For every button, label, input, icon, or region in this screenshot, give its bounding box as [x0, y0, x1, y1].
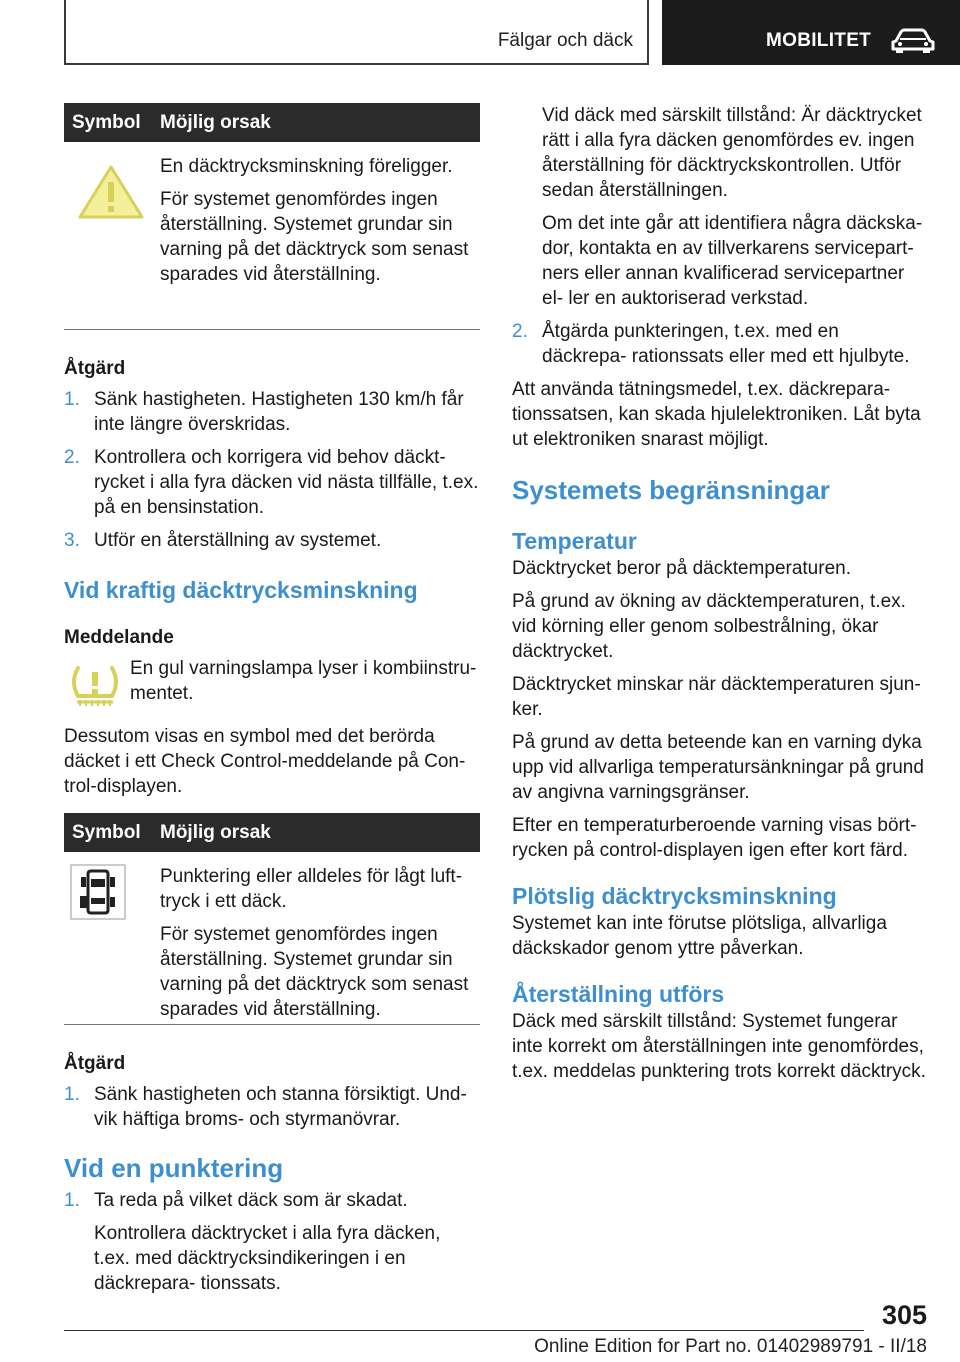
list-item-continued — [512, 103, 928, 311]
body-paragraph: Däcktrycket beror på däcktemperaturen. — [512, 558, 851, 579]
list-text: Ta reda på vilket däck som är skadat. — [94, 1190, 408, 1211]
footer-divider — [64, 1330, 864, 1331]
list-text: Sänk hastigheten och stanna försiktigt. Und‐ vik häftiga broms- och styrmanövrar. — [94, 1084, 467, 1130]
action-section-2 — [64, 1051, 480, 1132]
list-number: 3. — [64, 530, 80, 551]
subsection-heading: Återställning utförs — [512, 981, 725, 1007]
list-text: Sänk hastigheten. Hastigheten 130 km/h får inte längre överskridas. — [94, 389, 464, 435]
cause-line-2: För systemet genomfördes ingen återställning. Systemet grundar sin varning på det däcktryck som senast sparades vid återställning. — [160, 924, 469, 1020]
column-header-cause: Möjlig orsak — [160, 822, 271, 843]
list-continuation: Kontrollera däcktrycket i alla fyra däcken, t.ex. med däcktrycksindikeringen i en däckrepara‐ tionssats. — [94, 1223, 441, 1294]
body-paragraph: Dessutom visas en symbol med det berörda däcket i ett Check Control-meddelande på Con‐ trol-displayen. — [64, 726, 466, 797]
list-number: 2. — [64, 447, 80, 468]
list-number: 1. — [64, 1084, 80, 1105]
car-icon — [890, 28, 936, 54]
body-paragraph: Systemet kan inte förutse plötsliga, allvarliga däckskador genom yttre påverkan. — [512, 913, 887, 959]
chapter-title: Fälgar och däck — [497, 30, 633, 51]
cause-table-2 — [64, 813, 480, 1025]
action-section-1 — [64, 356, 480, 553]
list-number: 2. — [512, 321, 528, 342]
body-paragraph: På grund av ökning av däcktemperaturen, t.ex. vid körning eller genom solbestrålning, ökar däcktrycket. — [512, 591, 906, 662]
cause-line-2: För systemet genomfördes ingen återställning. Systemet grundar sin varning på det däcktryck som senast sparades vid återställning. — [160, 189, 469, 285]
list-item — [64, 445, 480, 520]
message-heading: Meddelande — [64, 627, 174, 648]
column-header-cause: Möjlig orsak — [160, 112, 271, 133]
body-paragraph: Att använda tätningsmedel, t.ex. däckrepara‐ tionssatsen, kan skada hjulelektroniken. Låt byta ut elektroniken snarast möjligt. — [512, 379, 921, 450]
list-continuation: Om det inte går att identifiera några däckska‐ dor, kontakta en av tillverkarens servicepart‐ ners eller annan kvalificerad servicepartner el‐ ler en auktoriserad verkstad. — [542, 213, 923, 309]
section-heading: Vid kraftig däcktrycksminskning — [64, 577, 418, 603]
puncture-list — [64, 1188, 480, 1296]
column-header-symbol: Symbol — [72, 112, 141, 133]
table-header — [64, 813, 480, 852]
subsection-heading: Temperatur — [512, 528, 637, 554]
list-item — [64, 528, 480, 553]
body-paragraph: Däcktrycket minskar när däcktemperaturen sjun‐ ker. — [512, 674, 921, 720]
tire-pressure-warning-icon — [68, 664, 122, 708]
cause-table-1 — [64, 103, 480, 330]
flat-tire-car-icon — [70, 864, 126, 920]
action-list — [64, 1082, 480, 1132]
right-column — [512, 103, 928, 1084]
cause-line-1: Punktering eller alldeles för lågt luft‐ tryck i ett däck. — [160, 866, 463, 912]
edition-text: Online Edition for Part no. 01402989791 - II/18 — [534, 1336, 927, 1357]
message-text: En gul varningslampa lyser i kombiinstru‐ mentet. — [130, 658, 477, 704]
section-heading: Systemets begränsningar — [512, 475, 830, 505]
subsection-heading: Plötslig däcktrycksminskning — [512, 883, 837, 909]
table-row — [64, 852, 480, 1025]
message-block — [64, 656, 480, 716]
column-header-symbol: Symbol — [72, 822, 141, 843]
puncture-list-continued — [512, 103, 928, 369]
action-list — [64, 387, 480, 553]
list-item — [512, 319, 928, 369]
page-number: 305 — [881, 1300, 927, 1330]
warning-triangle-icon — [76, 162, 146, 222]
list-text: Kontrollera och korrigera vid behov däckt‐ rycket i alla fyra däcken vid nästa tillfälle, t.ex. på en bensinstation. — [94, 447, 479, 518]
section-title: MOBILITET — [766, 30, 872, 51]
body-paragraph: Däck med särskilt tillstånd: Systemet fungerar inte korrekt om återställningen inte genomfördes, t.ex. meddelas punktering trots korrekt däcktryck. — [512, 1011, 926, 1082]
list-number: 1. — [64, 1190, 80, 1211]
body-paragraph: Efter en temperaturberoende varning visas bört‐ rycken på control-displayen igen efter kort färd. — [512, 815, 917, 861]
header-chapter-box — [64, 0, 649, 65]
cause-line-1: En däcktrycksminskning föreligger. — [160, 156, 453, 177]
body-paragraph: På grund av detta beteende kan en varning dyka upp vid allvarliga temperatursänkningar på grund av angivna varningsgränser. — [512, 732, 924, 803]
list-item — [64, 1082, 480, 1132]
cause-text — [160, 142, 480, 299]
list-text: Utför en återställning av systemet. — [94, 530, 382, 551]
action-heading: Åtgärd — [64, 358, 126, 379]
table-row — [64, 142, 480, 330]
left-column — [64, 103, 480, 1296]
list-continuation: Vid däck med särskilt tillstånd: Är däcktrycket rätt i alla fyra däcken genomfördes ev. ingen återställning för däcktryckskontrollen. Utför sedan återställningen. — [542, 105, 922, 201]
section-heading: Vid en punktering — [64, 1153, 284, 1183]
list-item — [64, 1188, 480, 1296]
action-heading: Åtgärd — [64, 1053, 126, 1074]
header-section-box — [662, 0, 960, 65]
list-item — [64, 387, 480, 437]
table-header — [64, 103, 480, 142]
list-number: 1. — [64, 389, 80, 410]
cause-text — [160, 852, 480, 1034]
list-text: Åtgärda punkteringen, t.ex. med en däckrepa‐ rationssats eller med ett hjulbyte. — [542, 321, 910, 367]
